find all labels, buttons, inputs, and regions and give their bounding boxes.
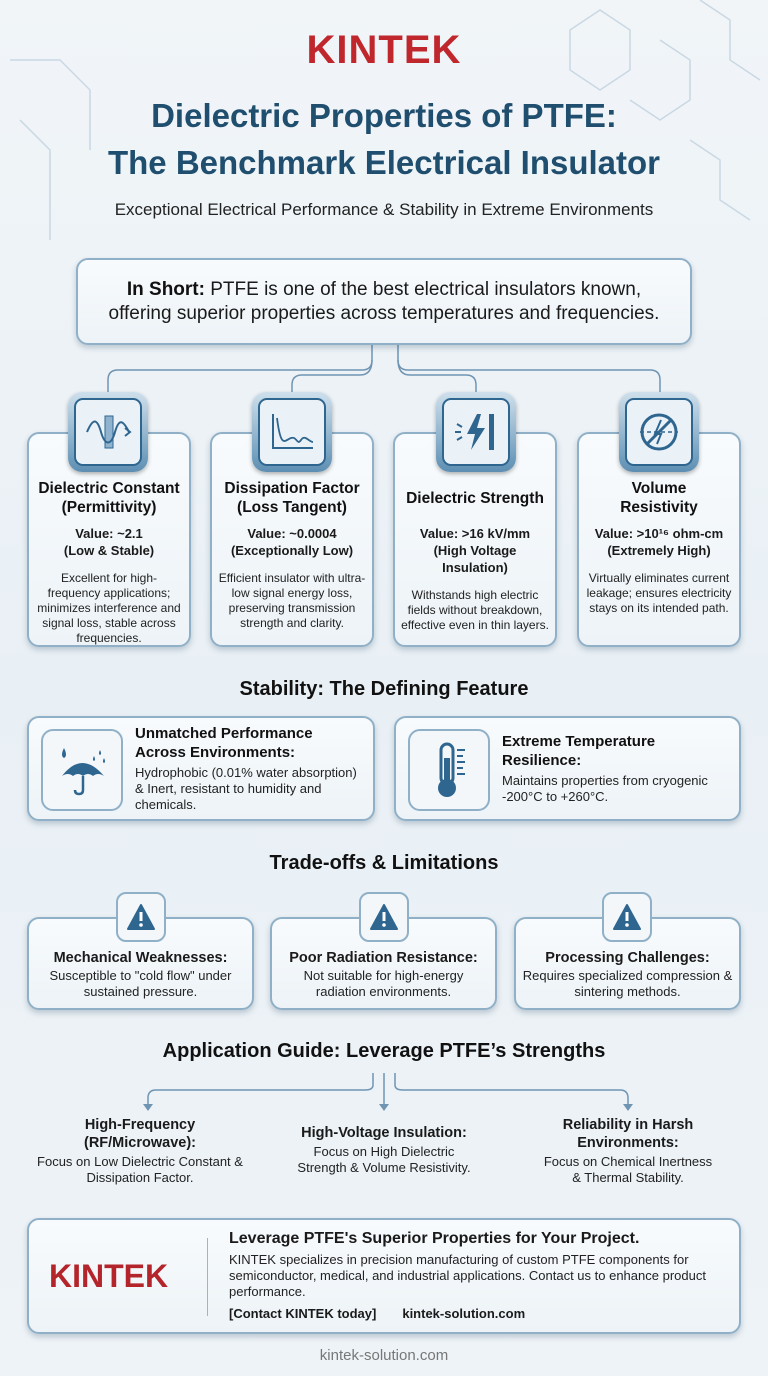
- card-title: Dielectric Strength: [406, 489, 544, 507]
- tradeoff-description: Not suitable for high-energy radiation environments.: [303, 968, 464, 999]
- warning-icon: [116, 892, 166, 942]
- in-short-box: [76, 258, 692, 345]
- page-title: [0, 92, 768, 186]
- applications-heading: Application Guide: Leverage PTFE’s Strengths: [162, 1040, 606, 1062]
- application-title: High-Voltage Insulation:: [301, 1125, 467, 1141]
- in-short-text: PTFE is one of the best electrical insulators known, offering superior properties across temperatures and frequencies.: [108, 279, 660, 324]
- card-title: Dissipation Factor (Loss Tangent): [224, 480, 360, 516]
- title-line-1: Dielectric Properties of PTFE:: [151, 97, 617, 134]
- stability-title: Unmatched Performance Across Environments:: [135, 725, 313, 761]
- card-description: Virtually eliminates current leakage; ensures electricity stays on its intended path.: [586, 571, 732, 615]
- card-value: Value: ~2.1 (Low & Stable): [63, 526, 155, 558]
- warning-icon: [359, 892, 409, 942]
- decay-graph-icon: [252, 392, 332, 472]
- umbrella-icon: [41, 729, 123, 811]
- application-description: Focus on Low Dielectric Constant & Dissipation Factor.: [37, 1154, 243, 1185]
- footer-url: kintek-solution.com: [319, 1347, 449, 1364]
- application-description: Focus on High Dielectric Strength & Volume Resistivity.: [297, 1144, 471, 1175]
- tradeoff-description: Requires specialized compression & sintering methods.: [522, 968, 733, 999]
- contact-link[interactable]: [Contact KINTEK today]: [229, 1306, 377, 1321]
- stability-card-environments: [27, 716, 375, 821]
- stability-title: Extreme Temperature Resilience:: [502, 733, 656, 769]
- cta-heading: Leverage PTFE's Superior Properties for Your Project.: [229, 1230, 640, 1247]
- application-harsh-environments: [518, 1116, 738, 1186]
- card-value: Value: >16 kV/mm (High Voltage Insulation): [419, 526, 531, 575]
- brand-logo: KINTEK: [306, 28, 462, 72]
- tradeoffs-heading: Trade-offs & Limitations: [269, 852, 499, 874]
- cta-text: KINTEK specializes in precision manufacturing of custom PTFE components for semiconductor, medical, and industrial applications. Contact us to enhance product performance.: [229, 1252, 706, 1299]
- application-description: Focus on Chemical Inertness & Thermal Stability.: [543, 1154, 713, 1185]
- stability-heading: Stability: The Defining Feature: [239, 678, 529, 700]
- stability-description: Maintains properties from cryogenic -200°C to +260°C.: [502, 773, 708, 804]
- cta-brand-logo: KINTEK: [49, 1258, 169, 1294]
- warning-icon: [602, 892, 652, 942]
- application-title: Reliability in Harsh Environments:: [562, 1117, 694, 1151]
- stability-card-temperature: [394, 716, 741, 821]
- application-high-voltage: [274, 1124, 494, 1176]
- in-short-label: In Short:: [126, 279, 205, 300]
- card-title: Dielectric Constant (Permittivity): [38, 480, 180, 516]
- card-description: Efficient insulator with ultra-low signal energy loss, preserving transmission strength and clarity.: [218, 571, 366, 630]
- title-line-2: The Benchmark Electrical Insulator: [107, 144, 661, 181]
- card-description: Withstands high electric fields without breakdown, effective even in thin layers.: [401, 588, 549, 632]
- divider: [207, 1238, 208, 1316]
- tradeoff-description: Susceptible to "cold flow" under sustained pressure.: [49, 968, 232, 999]
- card-title: Volume Resistivity: [620, 480, 698, 516]
- stability-description: Hydrophobic (0.01% water absorption) & Inert, resistant to humidity and chemicals.: [135, 765, 357, 812]
- website-link[interactable]: kintek-solution.com: [402, 1306, 526, 1321]
- application-high-frequency: [30, 1116, 250, 1186]
- lightning-barrier-icon: [436, 392, 516, 472]
- page-subtitle: Exceptional Electrical Performance & Stability in Extreme Environments: [114, 200, 654, 219]
- card-value: Value: >10¹⁶ ohm-cm (Extremely High): [594, 526, 724, 558]
- no-current-icon: [619, 392, 699, 472]
- tradeoff-title: Processing Challenges:: [545, 950, 710, 966]
- tradeoff-title: Mechanical Weaknesses:: [53, 950, 228, 966]
- cta-box: [27, 1218, 741, 1334]
- card-value: Value: ~0.0004 (Exceptionally Low): [230, 526, 354, 558]
- card-description: Excellent for high-frequency applications; minimizes interference and signal loss, stable across frequencies.: [37, 571, 181, 645]
- application-title: High-Frequency (RF/Microwave):: [84, 1117, 196, 1151]
- thermometer-icon: [408, 729, 490, 811]
- tradeoff-title: Poor Radiation Resistance:: [289, 950, 478, 966]
- wave-icon: [68, 392, 148, 472]
